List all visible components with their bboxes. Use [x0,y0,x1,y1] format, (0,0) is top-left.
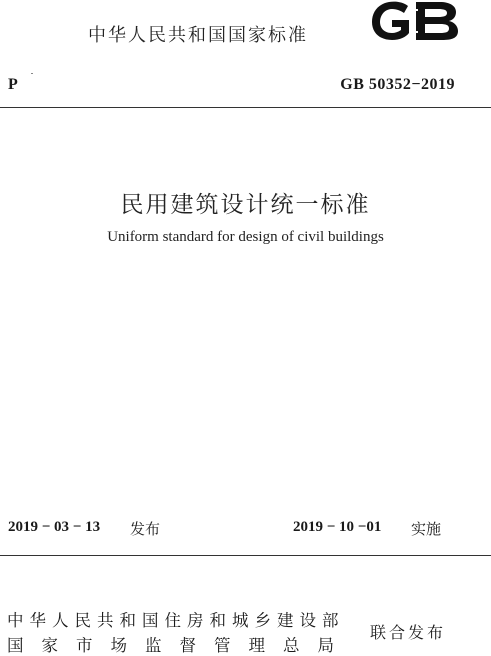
joint-issue-label: 联合发布 [370,623,447,642]
top-divider [0,107,491,108]
scan-speck [31,73,33,74]
implementation-date: 2019 − 10 −01 [293,519,382,535]
gb-logo-icon [370,0,460,42]
classification-code: P [8,76,18,93]
issue-date: 2019 − 03 − 13 [8,519,101,535]
issue-label: 发布 [130,520,161,538]
national-standard-header: 中华人民共和国国家标准 [88,25,308,46]
standard-number: GB 50352−2019 [340,76,455,93]
implementation-label: 实施 [411,520,442,538]
issuer-administration: 国家市场监督管理总局 [7,636,352,655]
issuer-ministry: 中华人民共和国住房和城乡建设部 [7,611,345,630]
title-english: Uniform standard for design of civil buildings [107,229,384,245]
title-chinese: 民用建筑设计统一标准 [120,192,371,218]
bottom-divider [0,555,491,556]
